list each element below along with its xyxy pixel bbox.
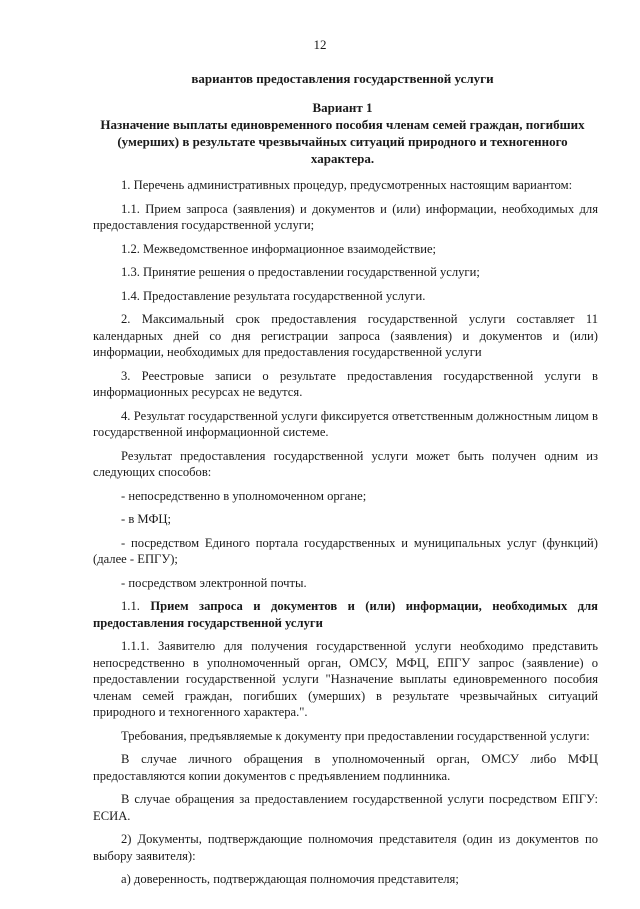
variant-title: Вариант 1 [312,100,373,115]
paragraph-1-1-1: 1.1.1. Заявителю для получения государственной услуги необходимо представить непосредственно в уполномоченный орган, ОМСУ, МФЦ, ЕПГУ запрос (заявление) о предоставлении государственной услуги "Назначение выплаты единовременного пособия членам семей граждан, погибших (умерших) в результате чрезвычайных ситуаций природного и техногенного характера.". [93,639,598,719]
paragraph-result-methods: Результат предоставления государственной услуги может быть получен одним из следующих способов: [93,448,598,479]
subsection-title: Прием запроса и документов и (или) информации, необходимых для предоставления государственной услуги [93,599,598,630]
section-heading: вариантов предоставления государственной услуги [191,71,494,86]
paragraph-1-1: 1.1. Прием запроса (заявления) и документов и (или) информации, необходимых для предоставления государственной услуги; [93,201,598,232]
paragraph-power-of-attorney: а) доверенность, подтверждающая полномочия представителя; [121,872,459,886]
document-body [93,177,598,895]
list-item-in-person: - непосредственно в уполномоченном органе; [121,488,367,503]
list-item-mfc: - в МФЦ; [121,512,172,526]
paragraph-4-result: 4. Результат государственной услуги фиксируется ответственным должностным лицом в государственной информационной системе. [93,408,598,439]
paragraph-1-2: 1.2. Межведомственное информационное взаимодействие; [121,241,437,256]
paragraph-1-4: 1.4. Предоставление результата государственной услуги. [121,288,426,303]
paragraph-1-3: 1.3. Принятие решения о предоставлении государственной услуги; [121,265,480,279]
paragraph-epgu-esia: В случае обращения за предоставлением государственной услуги посредством ЕПГУ: ЕСИА. [93,792,598,823]
paragraph-procedures-list: 1. Перечень административных процедур, предусмотренных настоящим вариантом: [121,178,573,192]
paragraph-3-registry: 3. Реестровые записи о результате предоставления государственной услуги в информационных ресурсах не ведутся. [93,368,598,399]
list-item-epgu: - посредством Единого портала государственных и муниципальных услуг (функций) (далее - ЕПГУ); [93,535,598,566]
paragraph-representative-docs: 2) Документы, подтверждающие полномочия представителя (один из документов по выбору заявителя): [93,832,598,863]
variant-subtitle: Назначение выплаты единовременного пособия членам семей граждан, погибших (умерших) в результате чрезвычайных ситуаций природного и техногенного характера. [100,117,585,166]
page-number: 12 [313,37,327,52]
subsection-number: 1.1. [121,599,140,613]
paragraph-requirements: Требования, предъявляемые к документу при предоставлении государственной услуги: [121,728,590,743]
paragraph-2-max-term: 2. Максимальный срок предоставления государственной услуги составляет 11 календарных дней со дня регистрации запроса (заявления) и документов и (или) информации, необходимых для предоставления государственной услуги [93,312,598,359]
list-item-email: - посредством электронной почты. [121,575,307,590]
subsection-heading [93,598,598,631]
paragraph-personal-visit: В случае личного обращения в уполномоченный орган, ОМСУ либо МФЦ предоставляются копии документов с предъявлением подлинника. [93,752,598,783]
